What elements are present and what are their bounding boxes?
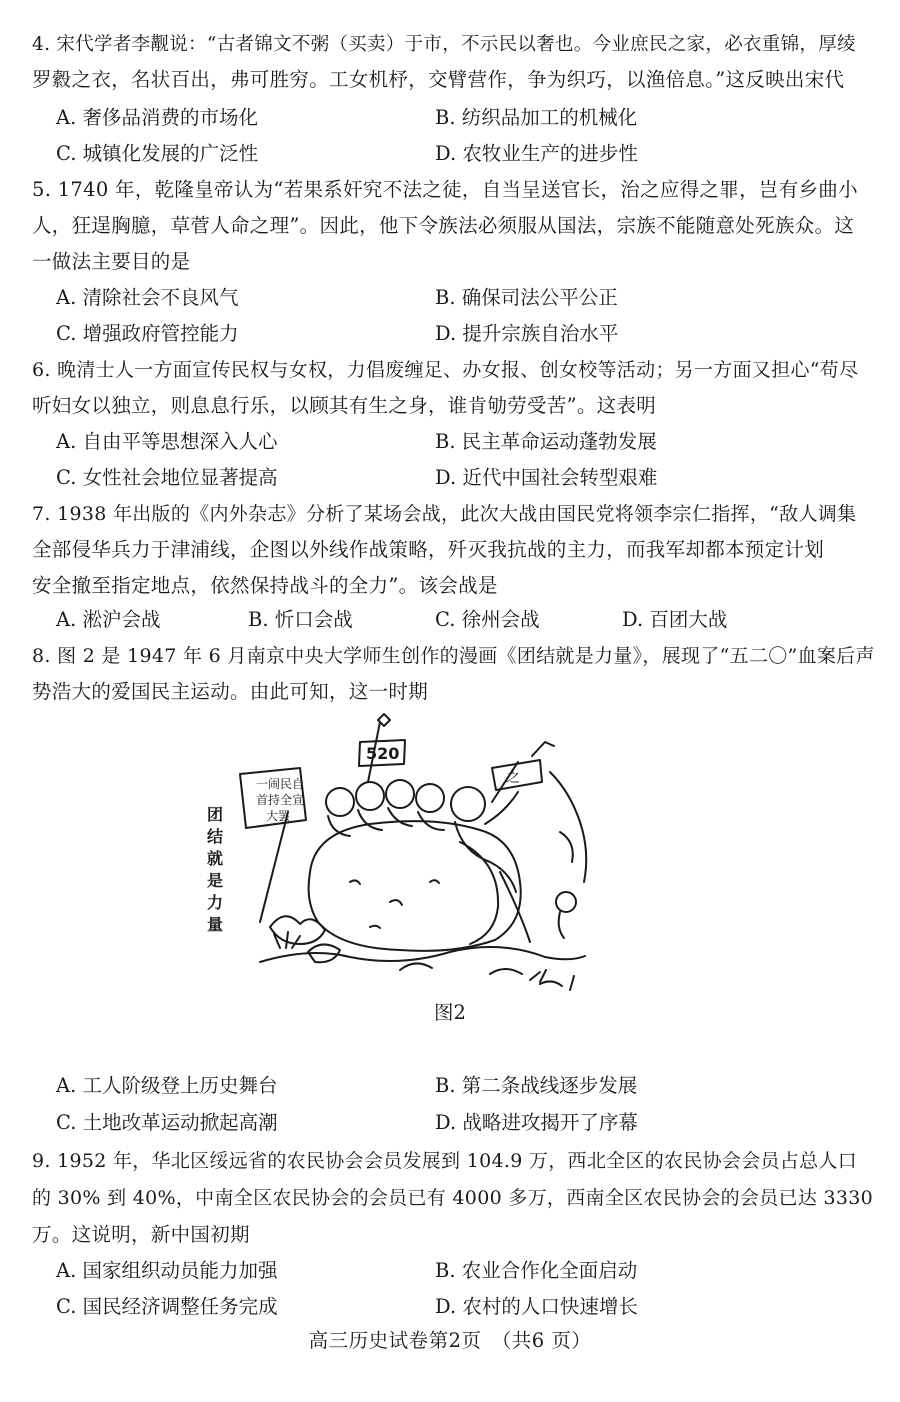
q9-option-c: C. 国民经济调整任务完成 bbox=[56, 1295, 278, 1318]
q8-stem-line-2: 势浩大的爱国民主运动。由此可知，这一时期 bbox=[32, 680, 429, 703]
cartoon-side-title: 团结就是力量 bbox=[204, 806, 224, 938]
q8-stem-line-1: 8. 图 2 是 1947 年 6 月南京中央大学师生创作的漫画《团结就是力量》，展现了“五二〇”血案后声 bbox=[32, 645, 875, 667]
q7-option-d: D. 百团大战 bbox=[622, 608, 728, 631]
q9-option-d: D. 农村的人口快速增长 bbox=[435, 1295, 638, 1318]
q4-stem-line-1: 4. 宋代学者李觏说：“古者锦文不粥（买卖）于市，不示民以奢也。今业庶民之家，必衣重锦，厚绫 bbox=[32, 34, 856, 55]
q6-option-a: A. 自由平等思想深入人心 bbox=[56, 430, 278, 453]
sign-left-text-1: 一闹民自 bbox=[256, 777, 305, 791]
page-footer: 高三历史试卷第2页 （共6 页） bbox=[308, 1329, 592, 1352]
sign-left-text-2: 首持全宣 bbox=[256, 793, 305, 807]
q4-option-d: D. 农牧业生产的进步性 bbox=[435, 142, 638, 165]
q6-stem-line-1: 6. 晚清士人一方面宣传民权与女权，力倡废缠足、办女报、创女校等活动；另一方面又担心“苟尽 bbox=[32, 359, 859, 381]
q5-option-a: A. 清除社会不良风气 bbox=[56, 286, 239, 309]
q7-option-b: B. 忻口会战 bbox=[248, 608, 353, 631]
q5-option-c: C. 增强政府管控能力 bbox=[56, 322, 239, 345]
cartoon-drawing bbox=[200, 712, 600, 997]
q8-option-c: C. 土地改革运动掀起高潮 bbox=[56, 1111, 278, 1134]
figure-caption: 图2 bbox=[434, 1001, 466, 1024]
q6-option-b: B. 民主革命运动蓬勃发展 bbox=[435, 430, 657, 453]
sign-top-text: 520 bbox=[366, 744, 400, 763]
q7-stem-line-1: 7. 1938 年出版的《内外杂志》分析了某场会战，此次大战由国民党将领李宗仁指挥，“敌人调集 bbox=[32, 503, 857, 525]
q4-option-b: B. 纺织品加工的机械化 bbox=[435, 106, 638, 129]
q9-stem-line-2: 的 30% 到 40%，中南全区农民协会的会员已有 4000 多万，西南全区农民协会的会员已达 3330 bbox=[32, 1187, 874, 1209]
q7-option-c: C. 徐州会战 bbox=[435, 608, 540, 631]
q5-stem-line-2: 人，狂逞胸臆，草菅人命之理”。因此，他下令族法必须服从国法，宗族不能随意处死族众。这 bbox=[32, 214, 855, 237]
q9-option-a: A. 国家组织动员能力加强 bbox=[56, 1259, 278, 1282]
q8-option-b: B. 第二条战线逐步发展 bbox=[435, 1074, 638, 1097]
cartoon-figure bbox=[200, 712, 600, 997]
q9-option-b: B. 农业合作化全面启动 bbox=[435, 1259, 638, 1282]
q4-option-c: C. 城镇化发展的广泛性 bbox=[56, 142, 259, 165]
q4-stem-line-2: 罗縠之衣，名状百出，弗可胜穷。工女机杼，交臂营作，争为织巧，以渔倍息。”这反映出宋代 bbox=[32, 68, 845, 91]
q5-option-b: B. 确保司法公平公正 bbox=[435, 286, 618, 309]
q8-option-a: A. 工人阶级登上历史舞台 bbox=[56, 1074, 278, 1097]
q9-stem-line-3: 万。这说明，新中国初期 bbox=[32, 1223, 250, 1246]
q6-stem-line-2: 听妇女以独立，则息息行乐，以顾其有生之身，谁肯劬劳受苦”。这表明 bbox=[32, 394, 657, 417]
q9-stem-line-1: 9. 1952 年，华北区绥远省的农民协会会员发展到 104.9 万，西北全区的农民协会会员占总人口 bbox=[32, 1150, 858, 1172]
q5-stem-line-3: 一做法主要目的是 bbox=[32, 250, 191, 273]
q7-stem-line-3: 安全撤至指定地点，依然保持战斗的全力”。该会战是 bbox=[32, 574, 498, 597]
q7-option-a: A. 淞沪会战 bbox=[56, 608, 161, 631]
q5-option-d: D. 提升宗族自治水平 bbox=[435, 322, 619, 345]
q6-option-c: C. 女性社会地位显著提高 bbox=[56, 466, 278, 489]
q6-option-d: D. 近代中国社会转型艰难 bbox=[435, 466, 658, 489]
sign-right-text: 之 bbox=[506, 770, 520, 786]
q8-option-d: D. 战略进攻揭开了序幕 bbox=[435, 1111, 638, 1134]
q5-stem-line-1: 5. 1740 年，乾隆皇帝认为“若果系奸究不法之徒，自当呈送官长，治之应得之罪，岂有乡曲小 bbox=[32, 178, 858, 201]
q7-stem-line-2: 全部侵华兵力于津浦线，企图以外线作战策略，歼灭我抗战的主力，而我军却都本预定计划 bbox=[32, 538, 825, 561]
q4-option-a: A. 奢侈品消费的市场化 bbox=[56, 106, 258, 129]
sign-left-text-3: 大罢 bbox=[266, 809, 291, 823]
